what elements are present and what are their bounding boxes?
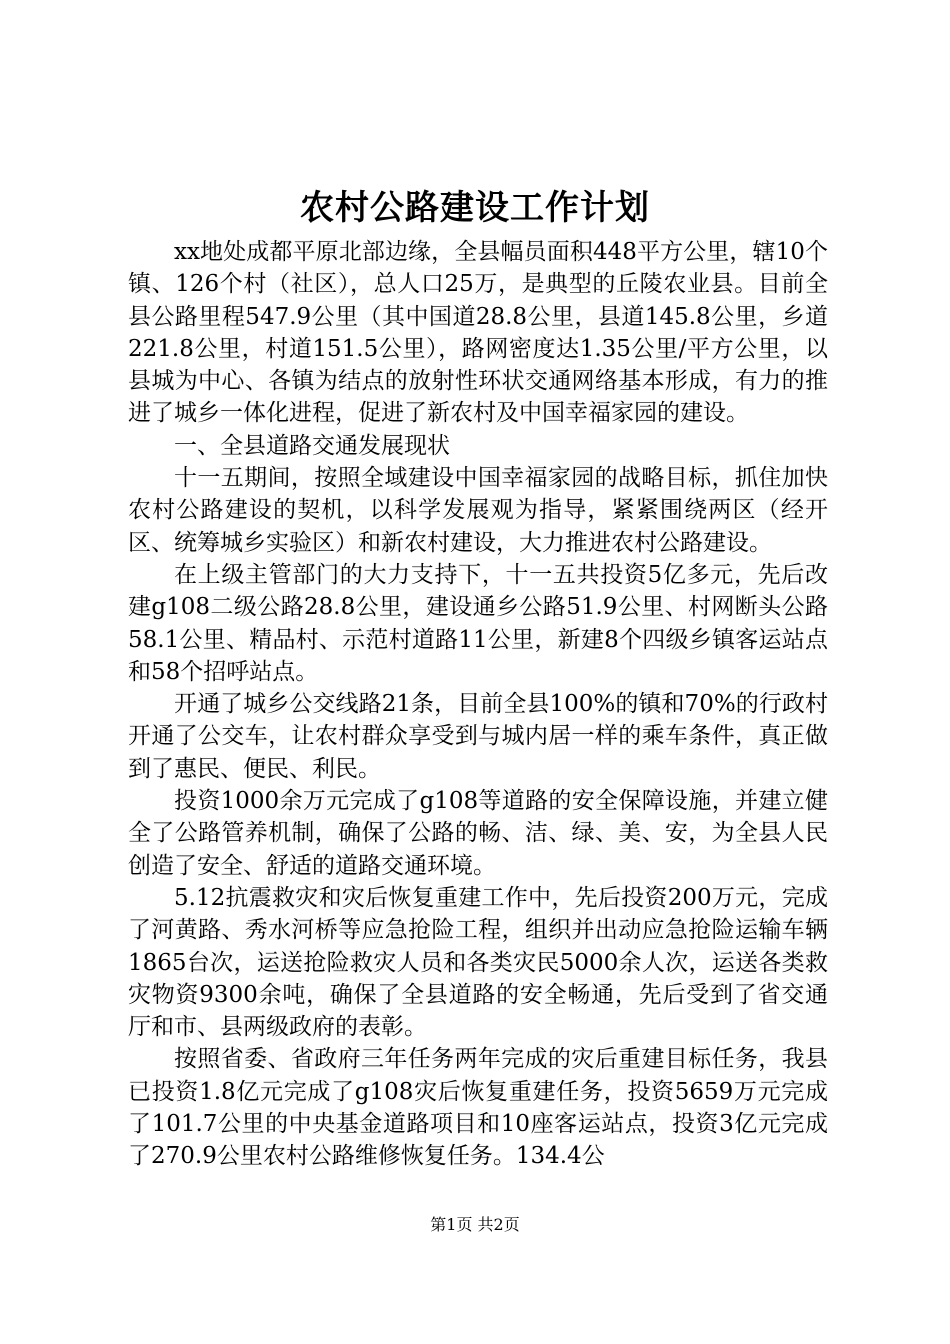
paragraph-investment: 在上级主管部门的大力支持下，十一五共投资5亿多元，先后改建g108二级公路28.8公里，建设通乡公路51.9公里、村网断头公路58.1公里、精品村、示范村道路11公里，新建8个四级乡镇客运站点和58个招呼站点。 (128, 561, 828, 685)
paragraph-earthquake: 5.12抗震救灾和灾后恢复重建工作中，先后投资200万元，完成了河黄路、秀水河桥等应急抢险工程，组织并出动应急抢险运输车辆1865台次，运送抢险救灾人员和各类灾民5000余人次，运送各类救灾物资9300余吨，确保了全县道路的安全畅通，先后受到了省交通厅和市、县两级政府的表彰。 (128, 884, 828, 1041)
document-title: 农村公路建设工作计划 (300, 188, 650, 228)
paragraph-bus-lines: 开通了城乡公交线路21条，目前全县100%的镇和70%的行政村开通了公交车，让农村群众享受到与城内居一样的乘车条件，真正做到了惠民、便民、利民。 (128, 691, 828, 782)
paragraph-intro: xx地处成都平原北部边缘，全县幅员面积448平方公里，辖10个镇、126个村（社区），总人口25万，是典型的丘陵农业县。目前全县公路里程547.9公里（其中国道28.8公里，县道145.8公里，乡道221.8公里，村道151.5公里），路网密度达1.35公里/平方公里，以县城为中心、各镇为结点的放射性环状交通网络基本形成，有力的推进了城乡一体化进程，促进了新农村及中国幸福家园的建设。 (128, 239, 828, 427)
paragraph-safety: 投资1000余万元完成了g108等道路的安全保障设施，并建立健全了公路管养机制，确保了公路的畅、洁、绿、美、安，为全县人民创造了安全、舒适的道路交通环境。 (128, 788, 828, 879)
paragraph-reconstruction: 按照省委、省政府三年任务两年完成的灾后重建目标任务，我县已投资1.8亿元完成了g108灾后恢复重建任务，投资5659万元完成了101.7公里的中央基金道路项目和10座客运站点，投资3亿元完成了270.9公里农村公路维修恢复任务。134.4公 (128, 1046, 828, 1170)
section-heading: 一、全县道路交通发展现状 (174, 432, 450, 459)
document-body (128, 236, 828, 1173)
page-footer: 第1页 共2页 (430, 1215, 520, 1234)
paragraph-eleventh-five-year: 十一五期间，按照全域建设中国幸福家园的战略目标，抓住加快农村公路建设的契机，以科学发展观为指导，紧紧围绕两区（经开区、统筹城乡实验区）和新农村建设，大力推进农村公路建设。 (128, 465, 828, 556)
